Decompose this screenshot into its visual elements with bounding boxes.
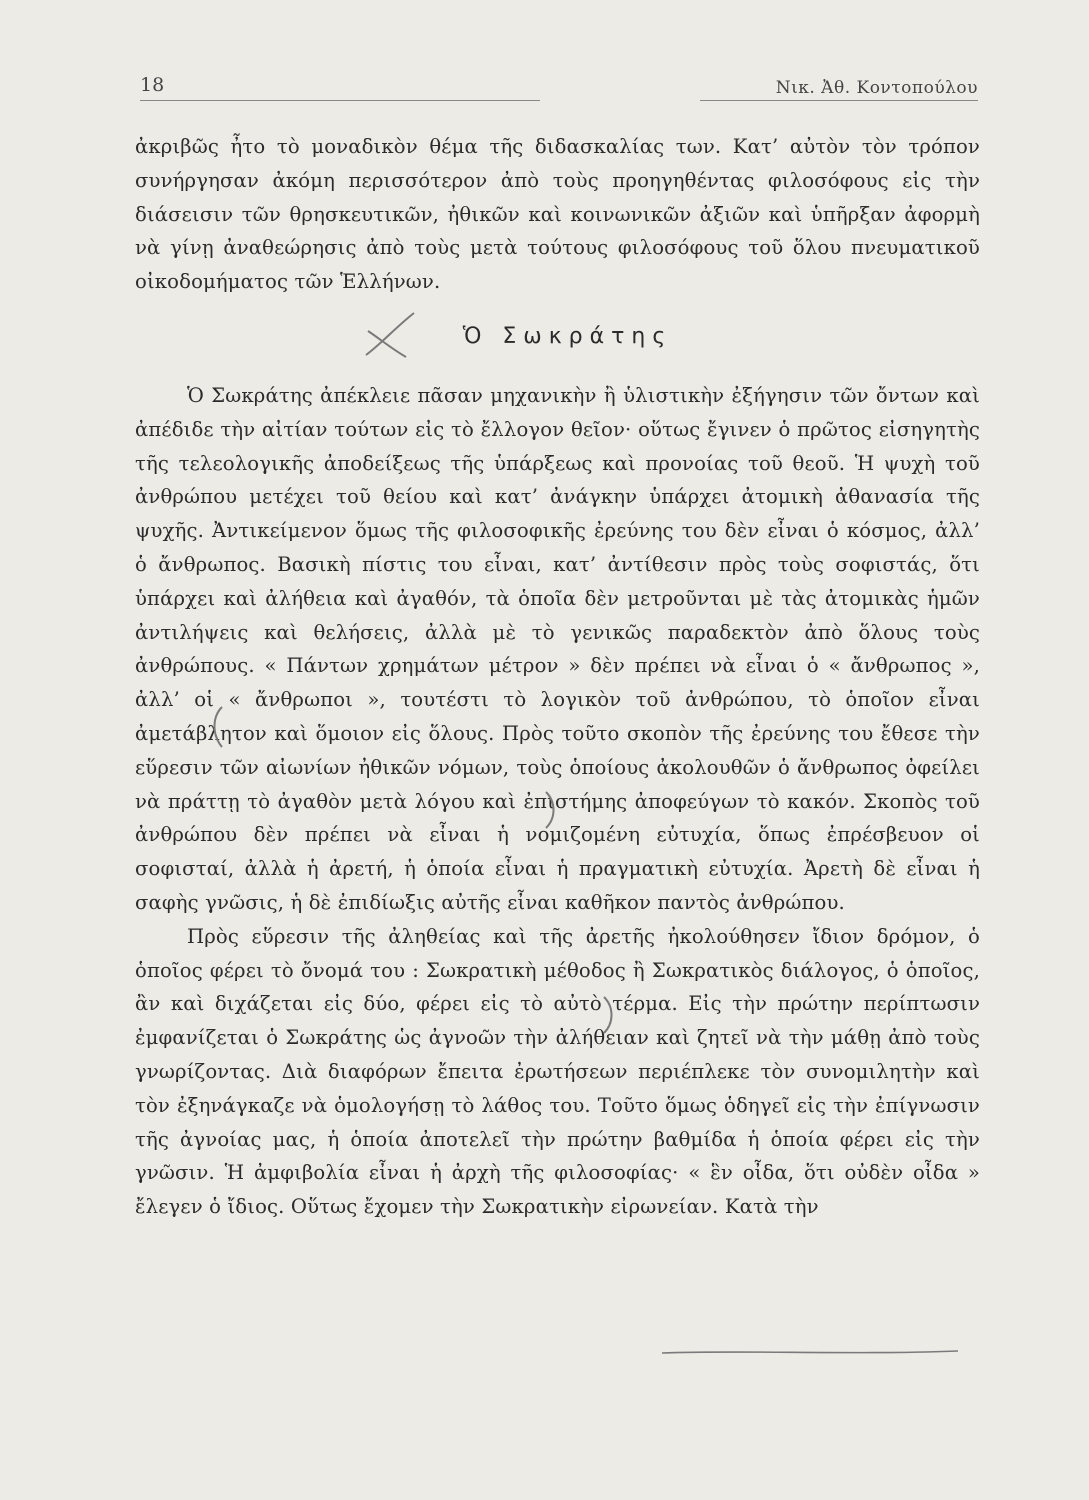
pencil-underline-mark xyxy=(660,1347,960,1357)
paragraph-3: Πρὸς εὕρεσιν τῆς ἀληθείας καὶ τῆς ἀρετῆς ἠκολούθησεν ἴδιον δρόμον, ὁ ὁποῖος φέρει τὸ ὄνομά του : Σωκρατικὴ μέθοδος ἢ Σωκρατικὸς διάλογος, ὁ ὁποῖος, ἂν καὶ διχάζεται εἰς δύο, φέρει εἰς τὸ αὐτὸ τέρμα. Εἰς τὴν πρώτην περίπτωσιν ἐμφανίζεται ὁ Σωκράτης ὡς ἀγνοῶν τὴν ἀλήθειαν καὶ ζητεῖ νὰ τὴν μάθῃ ἀπὸ τοὺς γνωρίζοντας. Διὰ διαφόρων ἔπειτα ἐρωτήσεων περιέπλεκε τὸν συνομιλητὴν καὶ τὸν ἐξηνάγκαζε νὰ ὁμολογήσῃ τὸ λάθος του. Τοῦτο ὅμως ὁδηγεῖ εἰς τὴν ἐπίγνωσιν τῆς ἀγνοίας μας, ἡ ὁποία ἀποτελεῖ τὴν πρώτην βαθμίδα ἡ ὁποία φέρει εἰς τὴν γνῶσιν. Ἡ ἀμφιβολία εἶναι ἡ ἀρχὴ τῆς φιλοσοφίας· « ἓν οἶδα, ὅτι οὐδὲν οἶδα » ἔλεγεν ὁ ἴδιος. Οὕτως ἔχομεν τὴν Σωκρατικὴν εἰρωνείαν. Κατὰ τὴν xyxy=(135,924,980,1219)
section-heading xyxy=(135,309,980,365)
pencil-cross-mark xyxy=(360,305,420,365)
section-title: Ὁ Σωκράτης xyxy=(462,323,673,349)
page-number: 18 xyxy=(140,74,165,96)
page-header xyxy=(140,70,978,100)
paragraph-1: ἀκριβῶς ἦτο τὸ μοναδικὸν θέμα τῆς διδασκαλίας των. Κατ’ αὐτὸν τὸν τρόπον συνήργησαν ἀκόμη περισσότερον ἀπὸ τοὺς προηγηθέντας φιλοσόφους εἰς τὴν διάσεισιν τῶν θρησκευτικῶν, ἠθικῶν καὶ κοινωνικῶν ἀξιῶν καὶ ὑπῆρξαν ἀφορμὴ νὰ γίνῃ ἀναθεώρησις ἀπὸ τοὺς μετὰ τούτους φιλοσόφους τοῦ ὅλου πνευματικοῦ οἰκοδομήματος τῶν Ἑλλήνων. xyxy=(135,135,980,294)
header-rule-left xyxy=(140,100,540,101)
body-text xyxy=(135,130,980,1224)
paragraph-2: Ὁ Σωκράτης ἀπέκλειε πᾶσαν μηχανικὴν ἢ ὑλιστικὴν ἐξήγησιν τῶν ὄντων καὶ ἀπέδιδε τὴν αἰτίαν τούτων εἰς τὸ ἔλλογον θεῖον· οὕτως ἔγινεν ὁ πρῶτος εἰσηγητὴς τῆς τελεολογικῆς ἀποδείξεως τῆς ὑπάρξεως καὶ προνοίας τοῦ θεοῦ. Ἡ ψυχὴ τοῦ ἀνθρώπου μετέχει τοῦ θείου καὶ κατ’ ἀνάγκην ὑπάρχει ἀτομικὴ ἀθανασία τῆς ψυχῆς. Ἀντικείμενον ὅμως τῆς φιλοσοφικῆς ἐρεύνης του δὲν εἶναι ὁ κόσμος, ἀλλ’ ὁ ἄνθρωπος. Βασικὴ πίστις του εἶναι, κατ’ ἀντίθεσιν πρὸς τοὺς σοφιστάς, ὅτι ὑπάρχει καὶ ἀλήθεια καὶ ἀγαθόν, τὰ ὁποῖα δὲν μετροῦνται μὲ τὰς ἀτομικὰς ἡμῶν ἀντιλήψεις καὶ θελήσεις, ἀλλὰ μὲ τὸ γενικῶς παραδεκτὸν ἀπὸ ὅλους τοὺς ἀνθρώπους. « Πάντων χρημάτων μέτρον » δὲν πρέπει νὰ εἶναι ὁ « ἄνθρωπος », ἀλλ’ οἱ « ἄνθρωποι », τουτέστι τὸ λογικὸν τοῦ ἀνθρώπου, τὸ ὁποῖον εἶναι ἀμετάβλητον καὶ ὅμοιον εἰς ὅλους. Πρὸς τοῦτο σκοπὸν τῆς ἐρεύνης του ἔθεσε τὴν εὕρεσιν τῶν αἰωνίων ἠθικῶν νόμων, τοὺς ὁποίους ἀκολουθῶν ὁ ἄνθρωπος ὀφείλει νὰ πράττῃ τὸ ἀγαθὸν μετὰ λόγου καὶ ἐπιστήμης ἀποφεύγων τὸ κακόν. Σκοπὸς τοῦ ἀνθρώπου δὲν πρέπει νὰ εἶναι ἡ νομιζομένη εὐτυχία, ὅπως ἐπρέσβευον οἱ σοφισταί, ἀλλὰ ἡ ἀρετή, ἡ ὁποία εἶναι ἡ πραγματικὴ εὐτυχία. Ἀρετὴ δὲ εἶναι ἡ σαφὴς γνῶσις, ἡ δὲ ἐπιδίωξις αὐτῆς εἶναι καθῆκον παντὸς ἀνθρώπου. xyxy=(135,383,980,914)
header-rule-right xyxy=(700,100,978,101)
running-head: Νικ. Ἀθ. Κοντοπούλου xyxy=(775,78,978,98)
